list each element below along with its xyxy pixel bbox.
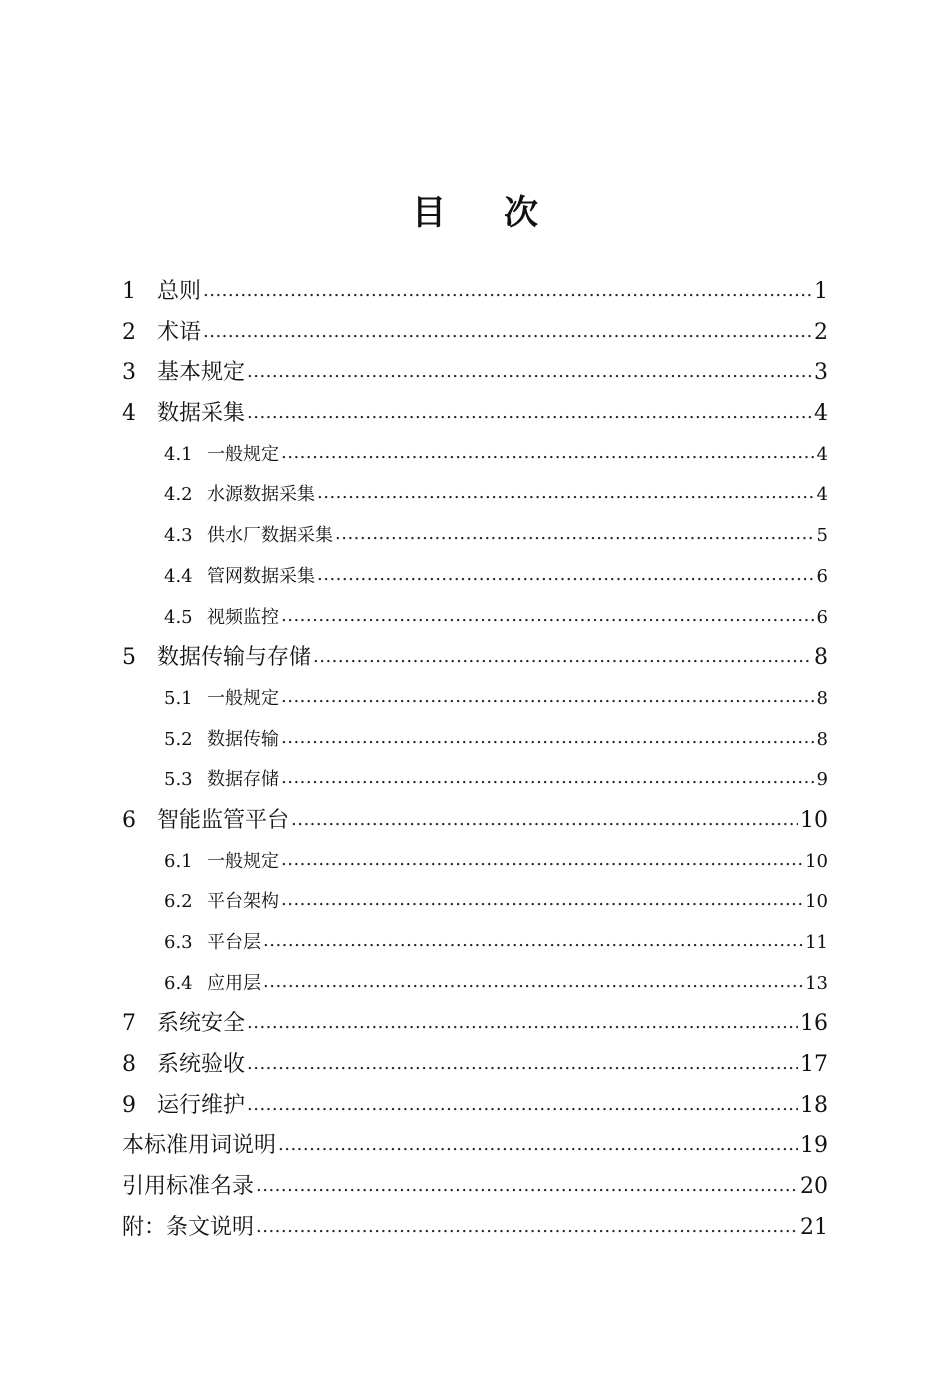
- toc-entry-label: 数据存储: [207, 769, 279, 791]
- toc-entry[interactable]: [122, 964, 828, 1005]
- toc-entry-number: 4.1: [164, 443, 193, 465]
- toc-entry-label: 基本规定: [157, 360, 246, 386]
- toc-entry-page: 4: [814, 401, 828, 427]
- toc-entry-label: 术语: [157, 319, 202, 345]
- toc-entry[interactable]: [122, 720, 828, 761]
- toc-entry-page: 4: [816, 443, 828, 465]
- toc-entry-number: 4.3: [164, 525, 193, 547]
- toc-dot-leader: [247, 1084, 798, 1126]
- toc-dot-leader: [281, 718, 815, 759]
- toc-entry[interactable]: [122, 394, 828, 435]
- toc-entry-page: 9: [816, 769, 828, 791]
- toc-entry-number: 7: [122, 1011, 136, 1037]
- toc-entry-page: 11: [805, 932, 828, 953]
- toc-entry-label: 水源数据采集: [207, 484, 315, 506]
- toc-entry-page: 13: [805, 972, 828, 994]
- toc-entry-label: 视频监控: [207, 606, 279, 628]
- toc-entry-number: 5.1: [164, 687, 193, 709]
- toc-entry-number: 6.3: [164, 932, 193, 953]
- toc-entry[interactable]: [122, 272, 828, 313]
- toc-dot-leader: [313, 636, 812, 678]
- toc-entry[interactable]: [122, 475, 828, 516]
- toc-entry[interactable]: [122, 842, 828, 883]
- toc-entry-page: 17: [800, 1052, 828, 1078]
- toc-entry-page: 6: [816, 565, 828, 587]
- toc-entry-number: 5.3: [164, 769, 193, 791]
- toc-entry-label: 数据传输: [207, 728, 279, 750]
- toc-entry-page: 5: [816, 525, 828, 547]
- toc-dot-leader: [256, 1165, 798, 1207]
- toc-entry-number: 4.4: [164, 565, 193, 587]
- toc-dot-leader: [281, 596, 815, 637]
- toc-entry-label: 供水厂数据采集: [207, 525, 333, 547]
- toc-entry[interactable]: [122, 313, 828, 354]
- toc-entry-number: 9: [122, 1092, 136, 1118]
- toc-entry-number: 3: [122, 360, 136, 386]
- table-of-contents: [122, 272, 828, 1249]
- toc-entry-number: 4.2: [164, 484, 193, 506]
- toc-entry-label: 总则: [157, 279, 202, 304]
- toc-entry-page: 4: [816, 484, 828, 506]
- toc-entry[interactable]: [122, 801, 828, 842]
- toc-entry-number: 6.2: [164, 891, 193, 913]
- toc-entry[interactable]: [122, 353, 828, 394]
- toc-entry[interactable]: [122, 1126, 828, 1167]
- toc-entry-label: 一般规定: [207, 687, 279, 709]
- toc-entry[interactable]: [122, 679, 828, 720]
- toc-dot-leader: [281, 677, 815, 718]
- toc-entry-label: 应用层: [207, 972, 261, 994]
- toc-entry[interactable]: [122, 760, 828, 801]
- toc-entry-label: 附：条文说明: [122, 1214, 255, 1240]
- toc-dot-leader: [291, 799, 798, 841]
- toc-entry-page: 10: [805, 850, 828, 872]
- toc-entry[interactable]: [122, 516, 828, 557]
- toc-entry-number: 2: [122, 319, 136, 345]
- toc-entry-number: 5.2: [164, 728, 193, 750]
- toc-entry-label: 平台架构: [207, 891, 279, 913]
- toc-entry[interactable]: [122, 1208, 828, 1249]
- title-char-right: 次: [504, 193, 538, 233]
- toc-dot-leader: [281, 840, 803, 881]
- toc-entry-page: 8: [816, 728, 828, 750]
- toc-dot-leader: [278, 1124, 798, 1166]
- toc-entry-page: 6: [816, 606, 828, 628]
- toc-entry-number: 8: [122, 1052, 136, 1078]
- toc-dot-leader: [247, 392, 812, 434]
- toc-entry-label: 一般规定: [207, 850, 279, 872]
- toc-entry-page: 19: [800, 1133, 828, 1159]
- toc-dot-leader: [203, 270, 812, 312]
- toc-entry-number: 1: [122, 279, 136, 304]
- toc-entry-page: 20: [800, 1174, 828, 1200]
- toc-entry[interactable]: [122, 638, 828, 679]
- toc-entry-label: 管网数据采集: [207, 565, 315, 587]
- toc-entry-page: 2: [814, 319, 828, 345]
- toc-entry-page: 8: [816, 687, 828, 709]
- toc-entry-label: 引用标准名录: [122, 1174, 255, 1200]
- toc-dot-leader: [247, 1002, 798, 1044]
- toc-entry-label: 本标准用词说明: [122, 1133, 277, 1159]
- toc-entry-label: 一般规定: [207, 443, 279, 465]
- toc-entry-number: 4.5: [164, 606, 193, 628]
- toc-entry-label: 系统验收: [157, 1052, 246, 1078]
- toc-dot-leader: [263, 962, 803, 1003]
- toc-entry-page: 8: [814, 645, 828, 671]
- toc-entry-number: 6.4: [164, 972, 193, 994]
- toc-entry-label: 平台层: [207, 932, 261, 953]
- toc-entry[interactable]: [122, 557, 828, 598]
- toc-entry[interactable]: [122, 435, 828, 476]
- toc-dot-leader: [247, 351, 812, 393]
- toc-entry-label: 智能监管平台: [157, 807, 290, 833]
- toc-entry-page: 16: [800, 1011, 828, 1037]
- toc-entry-number: 5: [122, 645, 136, 671]
- toc-entry-number: 6: [122, 807, 136, 833]
- toc-entry[interactable]: [122, 882, 828, 923]
- toc-entry[interactable]: [122, 1045, 828, 1086]
- toc-entry[interactable]: [122, 1004, 828, 1045]
- toc-entry-page: 21: [800, 1214, 828, 1240]
- toc-dot-leader: [247, 1043, 798, 1085]
- toc-entry[interactable]: [122, 923, 828, 964]
- toc-dot-leader: [203, 311, 812, 353]
- toc-entry-label: 数据传输与存储: [157, 645, 312, 671]
- toc-dot-leader: [281, 758, 815, 799]
- page-title: [0, 188, 950, 238]
- toc-dot-leader: [317, 473, 815, 514]
- toc-entry-label: 数据采集: [157, 401, 246, 427]
- toc-entry-page: 1: [814, 279, 828, 304]
- toc-entry-page: 18: [800, 1092, 828, 1118]
- toc-entry[interactable]: [122, 598, 828, 639]
- toc-entry-label: 运行维护: [157, 1092, 246, 1118]
- toc-entry-number: 4: [122, 401, 136, 427]
- toc-entry-page: 10: [800, 807, 828, 833]
- toc-dot-leader: [317, 555, 815, 596]
- toc-dot-leader: [256, 1206, 798, 1248]
- toc-dot-leader: [335, 514, 815, 555]
- toc-entry-label: 系统安全: [157, 1011, 246, 1037]
- toc-entry-number: 6.1: [164, 850, 193, 872]
- toc-entry[interactable]: [122, 1086, 828, 1127]
- toc-entry-page: 10: [805, 891, 828, 913]
- toc-dot-leader: [281, 433, 815, 474]
- toc-dot-leader: [281, 880, 803, 921]
- toc-entry[interactable]: [122, 1167, 828, 1208]
- toc-entry-page: 3: [814, 360, 828, 386]
- toc-dot-leader: [263, 921, 803, 962]
- title-char-left: 目: [412, 193, 446, 233]
